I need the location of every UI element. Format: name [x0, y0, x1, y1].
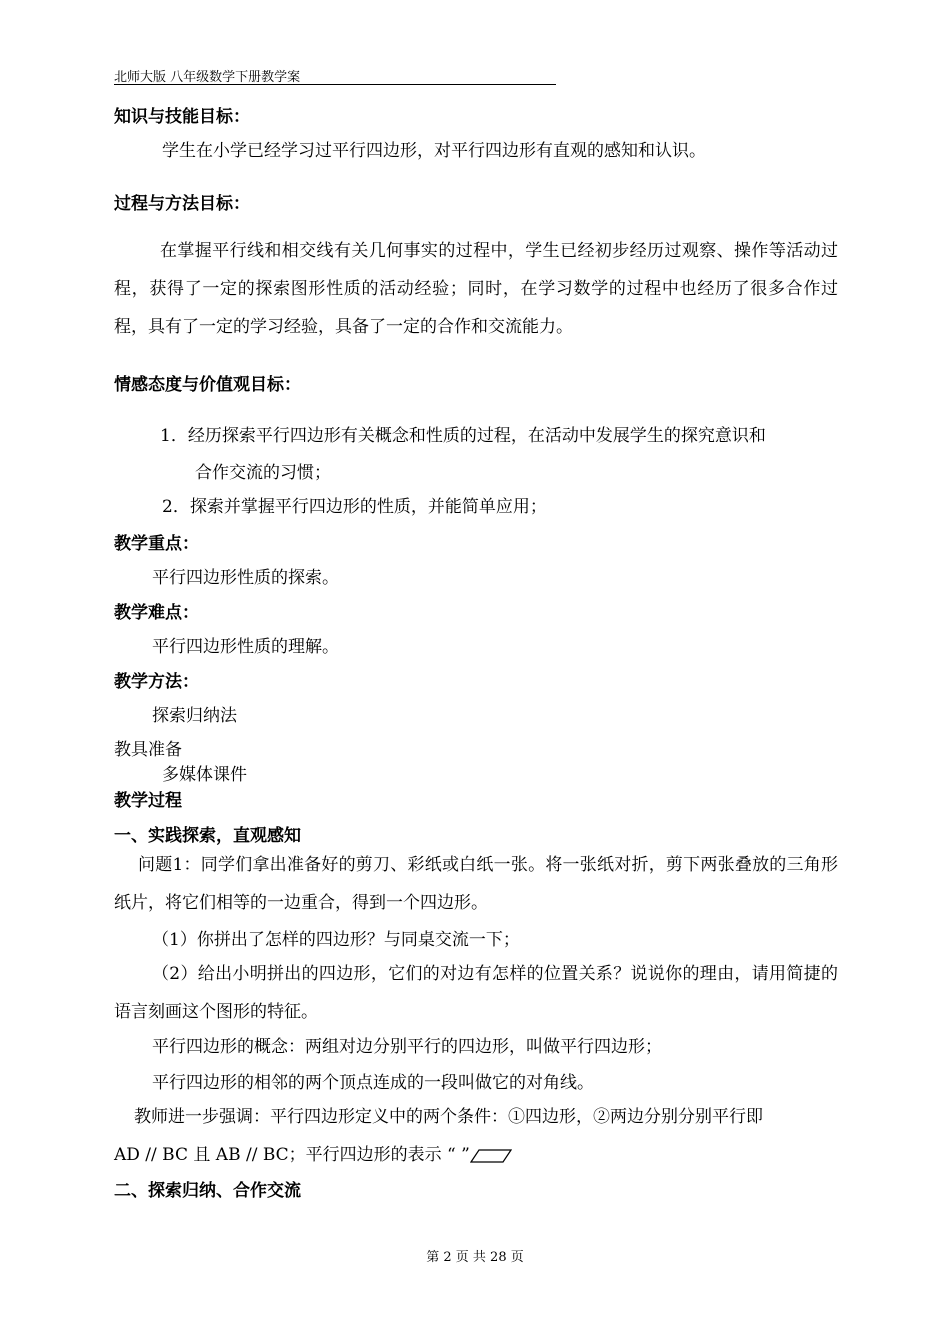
process-title: 过程与方法目标： — [114, 194, 250, 214]
emotion-item-1: 1．经历探索平行四边形有关概念和性质的过程，在活动中发展学生的探究意识和 — [160, 426, 766, 446]
method-text: 探索归纳法 — [152, 706, 237, 726]
knowledge-text: 学生在小学已经学习过平行四边形，对平行四边形有直观的感知和认识。 — [162, 141, 706, 161]
header-rule — [114, 84, 556, 85]
emotion-item-1-cont: 合作交流的习惯； — [195, 463, 331, 483]
emotion-item-2: 2．探索并掌握平行四边形的性质，并能简单应用； — [162, 497, 547, 517]
tools-title: 教具准备 — [114, 740, 182, 760]
emphasis-line-2-text: AD // BC 且 AB // BC；平行四边形的表示 “ ” — [114, 1145, 470, 1165]
question-1-text: 问题1：同学们拿出准备好的剪刀、彩纸或白纸一张。将一张纸对折，剪下两张叠放的三角形纸片，将它们相等的一边重合，得到一个四边形。 — [114, 855, 838, 913]
key-text: 平行四边形性质的探索。 — [152, 568, 339, 588]
page-footer: 第 2 页 共 28 页 — [426, 1250, 524, 1265]
teaching-process-label: 教学过程 — [114, 791, 182, 811]
difficulty-text: 平行四边形性质的理解。 — [152, 637, 339, 657]
question-1-sub-2: （2）给出小明拼出的四边形，它们的对边有怎样的位置关系？说说你的理由，请用简捷的语言刻画这个图形的特征。 — [114, 964, 838, 1022]
knowledge-title: 知识与技能目标： — [114, 107, 250, 127]
parallelogram-symbol-icon — [470, 1149, 512, 1163]
emotion-title: 情感态度与价值观目标： — [114, 375, 301, 395]
question-1-sub-1: （1）你拼出了怎样的四边形？与同桌交流一下； — [152, 930, 520, 950]
part2-title: 二、探索归纳、合作交流 — [114, 1181, 301, 1201]
emphasis-line-1: 教师进一步强调：平行四边形定义中的两个条件：①四边形，②两边分别分别平行即 — [134, 1107, 763, 1127]
concept-text: 平行四边形的概念：两组对边分别平行的四边形，叫做平行四边形； — [152, 1037, 662, 1057]
part1-title: 一、实践探索，直观感知 — [114, 826, 301, 846]
page-header: 北师大版 八年级数学下册教学案 — [114, 70, 301, 85]
difficulty-title: 教学难点： — [114, 603, 199, 623]
diagonal-text: 平行四边形的相邻的两个顶点连成的一段叫做它的对角线。 — [152, 1073, 594, 1093]
emphasis-line-2 — [114, 1140, 512, 1165]
process-text: 在掌握平行线和相交线有关几何事实的过程中，学生已经初步经历过观察、操作等活动过程，获得了一定的探索图形性质的活动经验；同时，在学习数学的过程中也经历了很多合作过程，具有了一定的学习经验，具备了一定的合作和交流能力。 — [114, 241, 838, 337]
tools-text: 多媒体课件 — [162, 765, 247, 785]
key-title: 教学重点： — [114, 534, 199, 554]
method-title: 教学方法： — [114, 672, 199, 692]
